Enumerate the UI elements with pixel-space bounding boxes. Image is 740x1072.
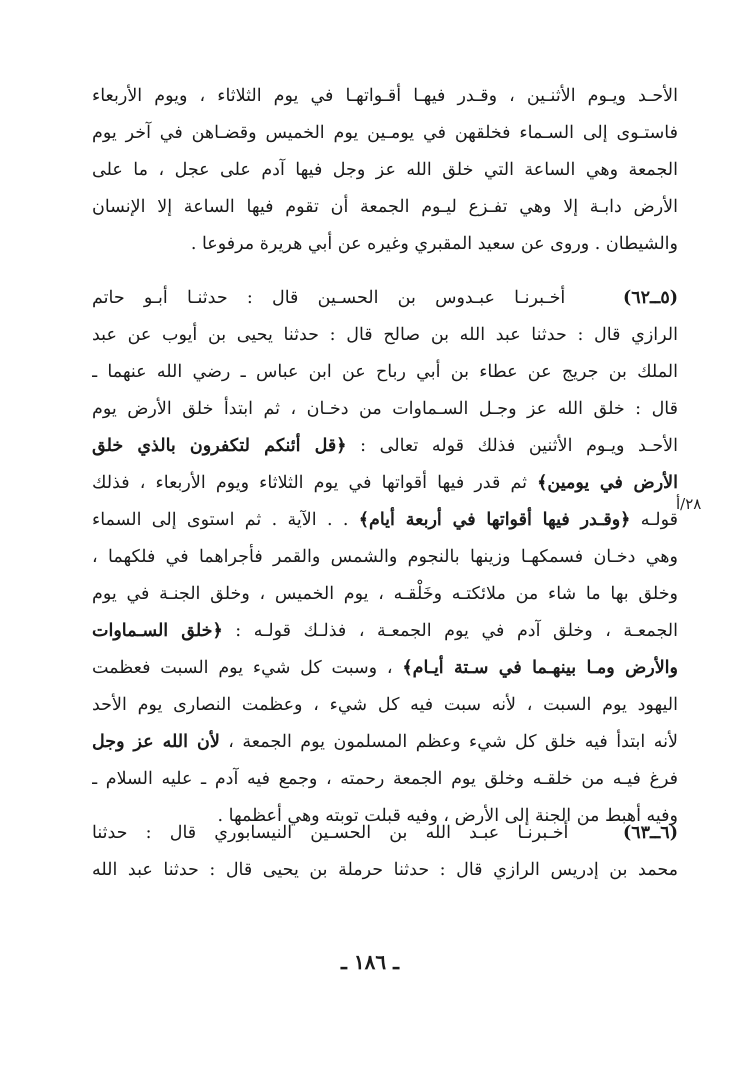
text-line — [92, 502, 678, 539]
text-segment: الأحـد ويـوم الأثنين فذلك قوله تعالى : — [346, 436, 678, 456]
text-line: وخلق بها ما شاء من ملائكتـه وخَلْقـه ، يوم الخميس ، وخلق الجنـة في يوم — [92, 584, 678, 604]
text-segment: قولـه — [630, 510, 678, 530]
text-segment: أخـبرنـا عبـد الله بن الحسـين النيسابوري قال : حدثنا — [92, 823, 569, 843]
text-line — [92, 465, 678, 502]
text-segment: ثم قدر فيها أقواتها في يوم الثلاثاء ويوم الأربعاء ، فذلك — [92, 473, 538, 493]
hadith-number: (٦ــ٦٣) — [622, 823, 678, 843]
text-segment: ، وسبت كل شيء يوم السبت فعظمت — [92, 658, 403, 678]
emphasis-text: لأن الله عز وجل — [92, 732, 220, 752]
text-segment: الجمعـة ، وخلق آدم في يوم الجمعـة ، فذلـك قولـه : — [222, 621, 678, 641]
text-line: الملك بن جريج عن عطاء بن أبي رباح عن ابن عباس ـ رضي الله عنهما ـ — [92, 362, 678, 382]
text-line: فاستـوى إلى السـماء فخلقهن في يومـين يوم الخميس وقضـاهن في آخر يوم — [92, 123, 678, 143]
quran-verse: ﴿وقـدر فيها أقواتها في أربعة أيام﴾ — [358, 510, 631, 530]
text-line: الأرض دابـة إلا وهي تفـزع ليـوم الجمعة أن تقوم فيها الساعة إلا الإنسان — [92, 197, 678, 217]
text-line — [92, 724, 678, 761]
text-line: فرغ فيـه من خلقـه وخلق يوم الجمعة رحمته ، وجمع فيه آدم ـ عليه السلام ـ — [92, 769, 678, 789]
text-line — [92, 613, 678, 650]
text-line — [92, 280, 678, 317]
text-line: الرازي قال : حدثنا عبد الله بن صالح قال : حدثنا يحيى بن أيوب عن عبد — [92, 325, 678, 345]
text-line: الجمعة وهي الساعة التي خلق الله عز وجل فيها آدم على عجل ، ما على — [92, 160, 678, 180]
quran-verse: والأرض ومـا بينهـما في سـتة أيـام﴾ — [402, 658, 678, 678]
text-line — [92, 815, 678, 852]
text-line: الأحـد ويـوم الأثنـين ، وقـدر فيهـا أقـواتهـا في يوم الثلاثاء ، ويوم الأربعاء — [92, 86, 678, 106]
text-segment: لأنه ابتدأ فيه خلق كل شيء وعظم المسلمون يوم الجمعة ، — [219, 732, 678, 752]
text-line: قال : خلق الله عز وجـل السـماوات من دخـان ، ثم ابتدأ خلق الأرض يوم — [92, 399, 678, 419]
folio-margin-note: ٢٨/أ — [676, 495, 702, 513]
text-line: والشيطان . وروى عن سعيد المقبري وغيره عن أبي هريرة مرفوعا . — [190, 234, 678, 254]
quran-verse: ﴿قل أئنكم لتكفرون بالذي خلق — [92, 436, 347, 456]
text-segment: أخـبرنـا عبـدوس بن الحسـين قال : حدثنـا أبـو حاتم — [92, 288, 566, 308]
paragraph-2 — [92, 280, 678, 835]
quran-verse: ﴿خلق السـماوات — [92, 621, 223, 641]
page-number: ـ ١٨٦ ـ — [341, 950, 399, 974]
text-line: محمد بن إدريس الرازي قال : حدثنا حرملة بن يحيى قال : حدثنا عبد الله — [92, 860, 678, 880]
paragraph-1 — [92, 78, 678, 263]
text-line: وهي دخـان فسمكهـا وزينها بالنجوم والشمس والقمر فأجراهما في فلكهما ، — [92, 547, 678, 567]
hadith-number: (٥ــ٦٢) — [622, 288, 678, 308]
text-line: اليهود يوم السبت ، لأنه سبت فيه كل شيء ، وعظمت النصارى يوم الأحد — [92, 695, 678, 715]
text-line: وفيه أهبط من الجنة إلى الأرض ، وفيه قبلت توبته وهي أعظمها . — [217, 806, 678, 826]
quran-verse: الأرض في يومين﴾ — [537, 473, 678, 493]
text-line — [92, 650, 678, 687]
text-segment: . . الآية . ثم استوى إلى السماء — [92, 510, 359, 530]
text-line — [92, 428, 678, 465]
paragraph-3 — [92, 815, 678, 889]
